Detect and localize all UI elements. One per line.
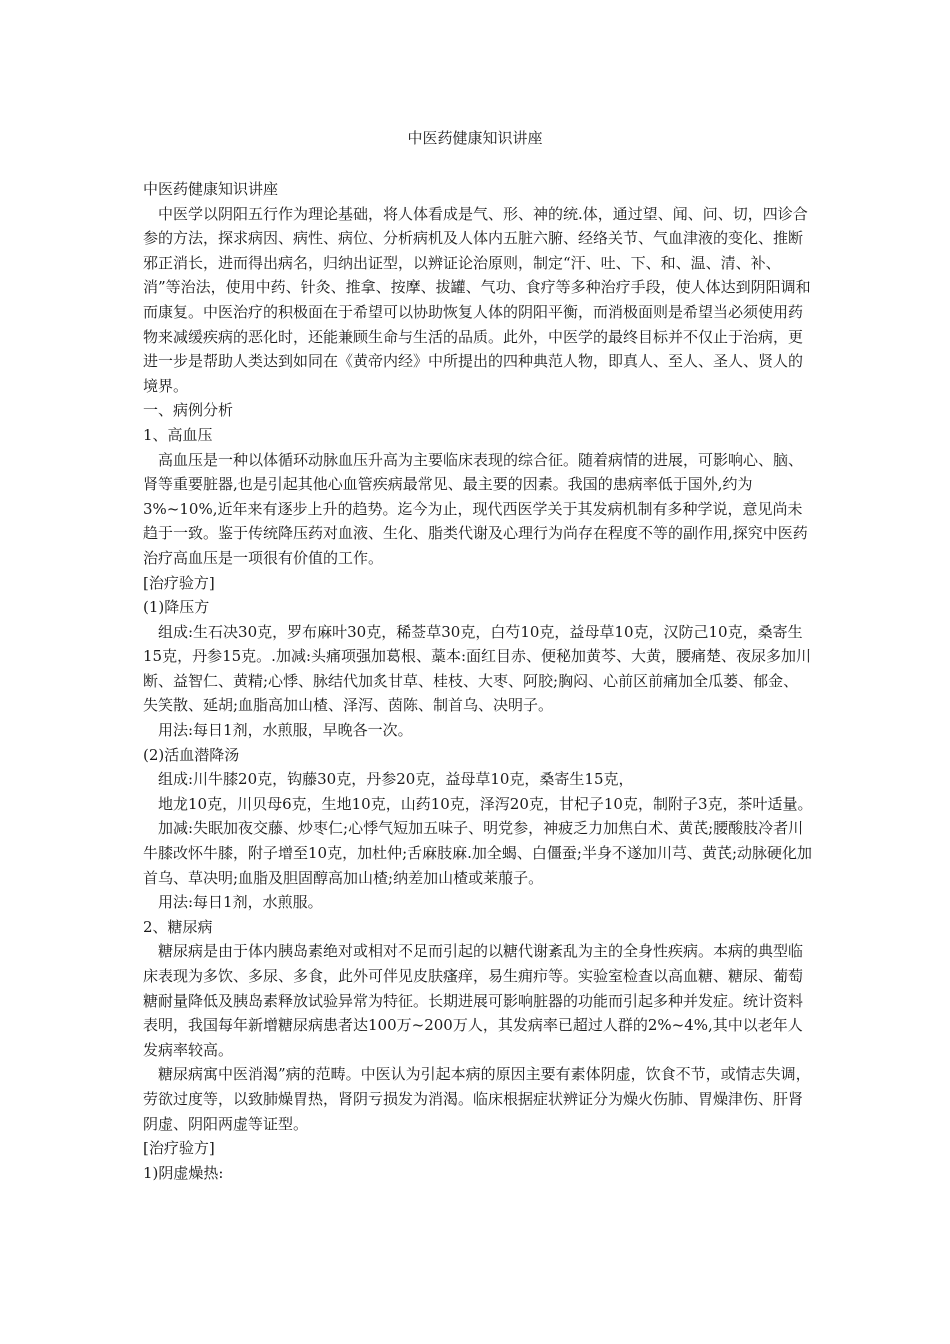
subsection-heading: [治疗验方] — [143, 1139, 215, 1158]
body-paragraph: 组成:生石决30克，罗布麻叶30克，稀莶草30克，白芍10克，益母草10克，汉防己10克，桑寄生15克，丹参15克。.加减:头痛项强加葛根、藁本:面红目赤、便秘加黄芩、大黄，腰痛楚、夜尿多加川断、益智仁、黄精;心悸、脉结代加炙甘草、桂枝、大枣、阿胶;胸闷、心前区前痛加全瓜蒌、郁金、失笑散、延胡;血脂高加山楂、泽泻、茵陈、制首乌、决明子。 — [143, 622, 812, 715]
body-paragraph: 糖尿病是由于体内胰岛素绝对或相对不足而引起的以糖代谢紊乱为主的全身性疾病。本病的典型临床表现为多饮、多尿、多食，此外可伴见皮肤瘙痒，易生痈疖等。实验室检查以高血糖、糖尿、葡萄糖耐量降低及胰岛素释放试验异常为特征。长期进展可影响脏器的功能而引起多种并发症。统计资料表明，我国每年新增糖尿病患者达100万~200万人，其发病率已超过人群的2%~4%,其中以老年人发病率较高。 — [143, 942, 804, 1059]
document-title: 中医药健康知识讲座 — [407, 129, 543, 147]
body-paragraph: 加减:失眠加夜交藤、炒枣仁;心悸气短加五味子、明党参，神疲乏力加焦白术、黄芪;腰酸肢冷者川牛膝改怀牛膝，附子增至10克，加杜仲;舌麻肢麻.加全蝎、白僵蚕;半身不遂加川芎、黄芪;动脉硬化加首乌、草决明;血脂及胆固醇高加山楂;纳差加山楂或莱菔子。 — [143, 819, 813, 887]
body-paragraph: 地龙10克，川贝母6克，生地10克，山药10克，泽泻20克，甘杞子10克，制附子3克，茶叶适量。 — [158, 794, 813, 813]
subsection-heading: 2、糖尿病 — [143, 917, 213, 936]
prescription-title: 1)阴虚燥热: — [143, 1163, 224, 1182]
prescription-title: (2)活血潜降汤 — [143, 745, 240, 764]
subsection-heading: [治疗验方] — [143, 573, 215, 592]
body-paragraph: 用法:每日1剂，水煎服，早晚各一次。 — [158, 721, 413, 740]
section-heading: 中医药健康知识讲座 — [143, 180, 279, 198]
intro-paragraph: 中医学以阴阳五行作为理论基础，将人体看成是气、形、神的统.体，通过望、闻、问、切，四诊合参的方法，探求病因、病性、病位、分析病机及人体内五脏六腑、经络关节、气血津液的变化、推断邪正消长，进而得出病名，归纳出证型，以辨证论治原则，制定“汗、吐、下、和、温、清、补、消”等治法，使用中药、针灸、推拿、按摩、拔罐、气功、食疗等多种治疗手段，使人体达到阴阳调和而康复。中医治疗的积极面在于希望可以协助恢复人体的阴阳平衡，而消极面则是希望当必须使用药物来减缓疾病的恶化时，还能兼顾生命与生活的品质。此外，中医学的最终目标并不仅止于治病，更进一步是帮助人类达到如同在《黄帝内经》中所提出的四种典范人物，即真人、至人、圣人、贤人的境界。 — [143, 204, 811, 395]
body-paragraph: 高血压是一种以体循环动脉血压升高为主要临床表现的综合征。随着病情的进展，可影响心、脑、肾等重要脏器,也是引起其他心血管疾病最常见、最主要的因素。我国的患病率低于国外,约为3%~10%,近年来有逐步上升的趋势。迄今为止，现代西医学关于其发病机制有多种学说，意见尚未趋于一致。鉴于传统降压药对血液、生化、脂类代谢及心理行为尚存在程度不等的副作用,探究中医药治疗高血压是一项很有价值的工作。 — [143, 450, 808, 567]
body-paragraph: 组成:川牛膝20克，钩藤30克，丹参20克，益母草10克，桑寄生15克， — [158, 770, 634, 789]
section-heading: 一、病例分析 — [143, 401, 234, 420]
subsection-heading: 1、高血压 — [143, 425, 213, 444]
prescription-title: (1)降压方 — [143, 598, 210, 617]
body-paragraph: 用法:每日1剂，水煎服。 — [158, 893, 323, 912]
body-paragraph: 糖尿病寓中医消渴”病的范畴。中医认为引起本病的原因主要有素体阴虚，饮食不节，或情志失调，劳欲过度等，以致肺燥胃热，肾阴亏损发为消渴。临床根据症状辨证分为燥火伤肺、胃燥津伤、肝肾阴虚、阴阳两虚等证型。 — [143, 1065, 811, 1133]
document-body — [143, 177, 813, 1185]
